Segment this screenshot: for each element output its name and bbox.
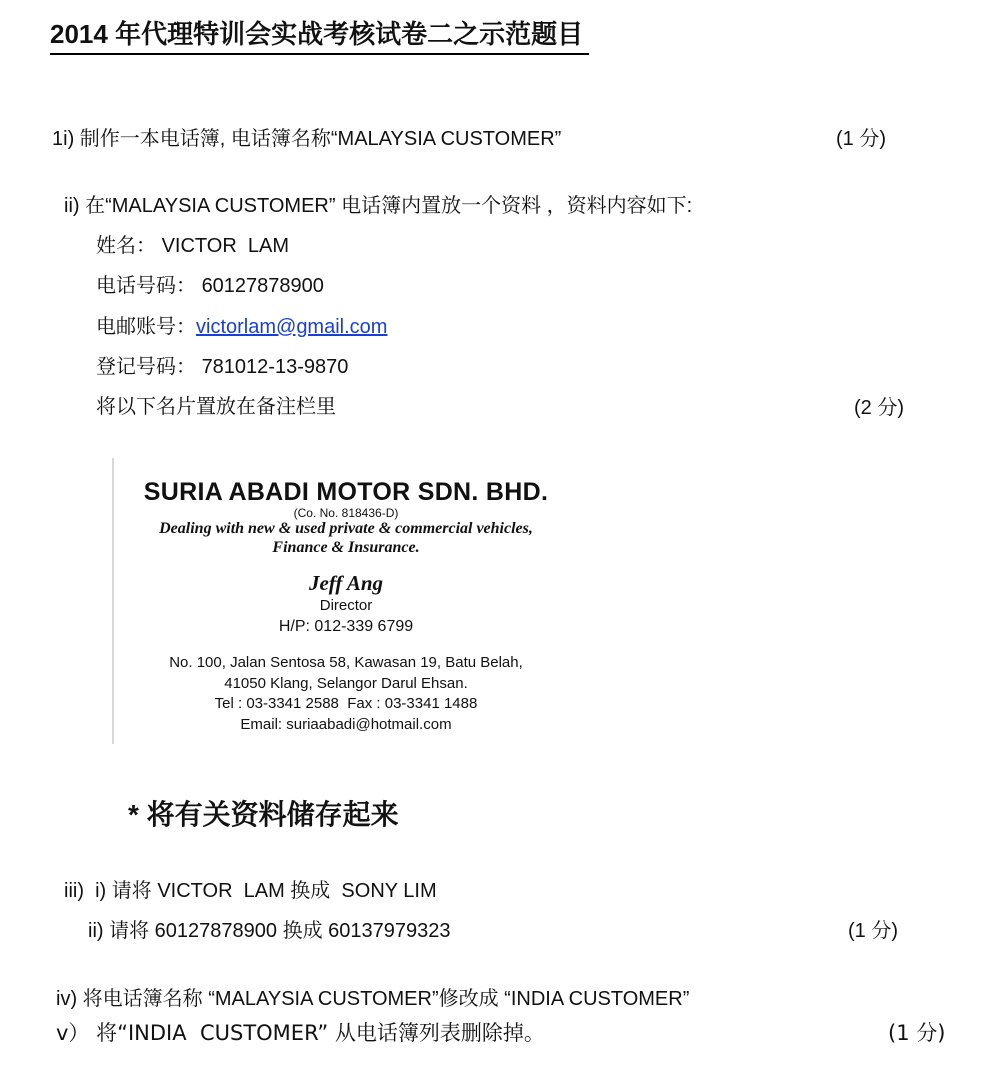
phone-label: 电话号码： [96,275,196,297]
registration-value: 781012-13-9870 [201,356,349,378]
note-instruction: 将以下名片置放在备注栏里 [96,396,336,418]
card-address-line-2: 41050 Klang, Selangor Darul Ehsan. [224,675,468,692]
card-email: Email: suriaabadi@hotmail.com [240,716,452,733]
page-title: 2014 年代理特训会实战考核试卷二之示范题目 [50,14,589,55]
question-5-points: (1 分) [888,1021,946,1045]
question-1-points: (1 分) [836,128,886,150]
card-address-line-1: No. 100, Jalan Sentosa 58, Kawasan 19, Batu Belah, [169,654,523,671]
card-company-number: (Co. No. 818436-D) [293,506,399,520]
name-label: 姓名： [96,235,156,257]
save-instruction: * 将有关资料储存起来 [128,799,399,830]
phone-value: 60127878900 [201,275,324,297]
name-value: VICTOR LAM [161,235,289,257]
card-tagline-1: Dealing with new & used private & commercial vehicles, [159,520,533,537]
registration-row [96,350,348,379]
registration-label: 登记号码： [96,356,196,378]
card-company-name: SURIA ABADI MOTOR SDN. BHD. [143,478,549,506]
question-3-line-2: ii) 请将 60127878900 换成 60137979323 [88,920,451,942]
question-1-text: 1i) 制作一本电话簿, 电话簿名称“MALAYSIA CUSTOMER” [52,128,562,150]
email-row [96,310,387,339]
email-link[interactable]: victorlam@gmail.com [196,316,388,338]
email-label: 电邮账号： [96,316,196,338]
question-2-intro: ii) 在“MALAYSIA CUSTOMER” 电话簿内置放一个资料 ，资料内容如下: [64,195,693,217]
card-mobile: H/P: 012-339 6799 [278,618,414,635]
question-3-points: (1 分) [848,920,898,942]
question-2-points: (2 分) [854,397,904,419]
question-5-text: v） 将“INDIA CUSTOMER” 从电话簿列表删除掉。 [56,1021,545,1045]
card-tel-fax: Tel : 03-3341 2588 Fax : 03-3341 1488 [214,695,478,712]
question-4-text: iv) 将电话簿名称 “MALAYSIA CUSTOMER”修改成 “INDIA CUSTOMER” [56,988,690,1010]
question-3-line-1: iii) i) 请将 VICTOR LAM 换成 SONY LIM [64,880,437,902]
phone-row [96,269,324,298]
card-role: Director [319,597,373,614]
business-card [112,458,578,744]
card-tagline-2: Finance & Insurance. [272,539,420,556]
card-person-name: Jeff Ang [308,571,384,595]
name-row [96,229,289,258]
